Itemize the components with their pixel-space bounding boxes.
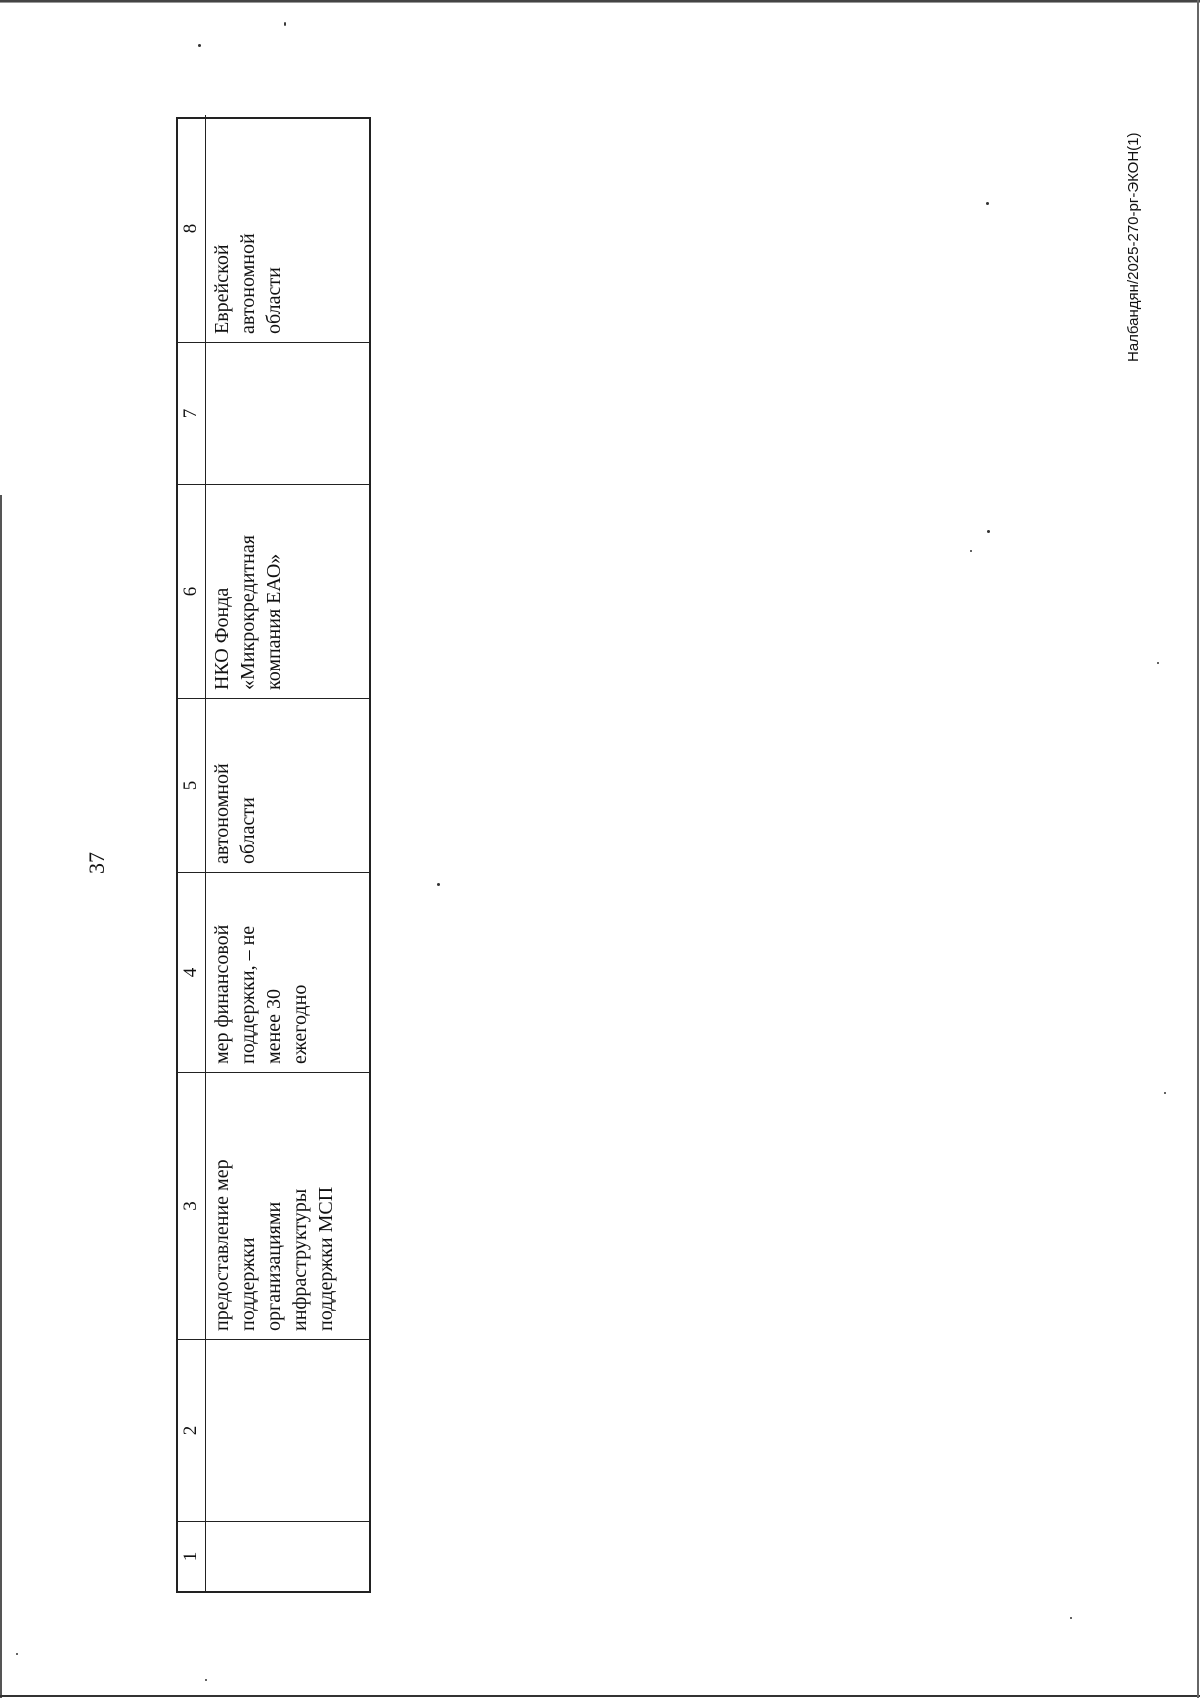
column-header: 4	[178, 873, 206, 1072]
column-header: 7	[178, 343, 206, 484]
scan-speck	[16, 1653, 18, 1655]
scan-edge-top-secondary	[0, 2, 1200, 3]
cell-text: Еврейской автономной области	[211, 233, 285, 334]
table-column-3	[178, 1072, 369, 1339]
scan-speck	[987, 530, 990, 533]
page-number: 37	[84, 852, 109, 874]
column-header: 8	[178, 115, 206, 342]
table-column-5	[178, 698, 369, 872]
cell-text: предоставление мер поддержки организациями инфраструктуры поддержки МСП	[211, 1159, 337, 1331]
column-header: 3	[178, 1073, 206, 1339]
scan-speck	[986, 202, 989, 205]
scan-speck	[970, 550, 972, 552]
table-column-6	[178, 484, 369, 698]
cell-text: мер финансовой поддержки, – не менее 30 ежегодно	[211, 924, 311, 1064]
scan-speck	[284, 22, 286, 26]
scan-speck	[198, 44, 201, 47]
scan-speck	[1070, 1617, 1072, 1619]
table-column-2	[178, 1339, 369, 1521]
column-header: 2	[178, 1340, 206, 1521]
scan-speck	[437, 883, 440, 886]
table-column-1	[178, 1521, 369, 1591]
document-table	[176, 117, 371, 1593]
table-column-4	[178, 872, 369, 1072]
table-column-7	[178, 342, 369, 484]
scan-speck	[205, 1679, 207, 1681]
scan-speck	[1157, 662, 1159, 664]
scan-speck	[1164, 1092, 1166, 1094]
column-header: 1	[178, 1522, 206, 1591]
column-header: 5	[178, 699, 206, 872]
cell-text: автономной области	[211, 763, 259, 864]
column-header: 6	[178, 485, 206, 698]
footer-document-code: Налбандян/2025-270-рг-ЭКОН(1)	[1125, 132, 1142, 362]
scan-edge-right	[1197, 0, 1199, 1698]
scan-edge-bottom	[0, 1695, 1200, 1697]
scan-edge-left	[0, 495, 2, 1698]
table-column-8	[178, 115, 369, 342]
cell-text: НКО Фонда «Микрокредитная компания ЕАО»	[211, 535, 285, 690]
